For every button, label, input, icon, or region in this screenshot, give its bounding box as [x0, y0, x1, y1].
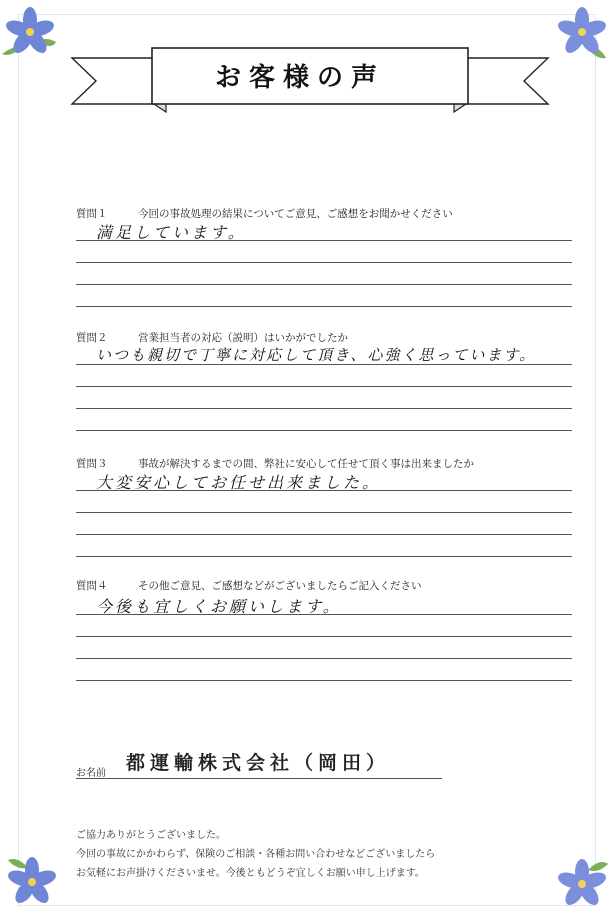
- answer-line: [76, 306, 572, 307]
- answer-3: 大変安心してお任せ出来ました。: [96, 473, 382, 492]
- question-number: 質問２: [76, 332, 108, 344]
- question-text: 営業担当者の対応（説明）はいかがでしたか: [138, 332, 348, 344]
- answer-line: [76, 534, 572, 535]
- flower-decoration-icon: [4, 850, 64, 910]
- name-label: お名前: [76, 768, 106, 779]
- question-text: 事故が解決するまでの間、弊社に安心して任せて頂く事は出来ましたか: [138, 458, 474, 470]
- answer-line: [76, 490, 572, 491]
- page-title: お客様の声: [214, 62, 385, 93]
- question-4: [76, 578, 422, 593]
- answer-line: [76, 284, 572, 285]
- question-text: 今回の事故処理の結果についてご意見、ご感想をお聞かせください: [138, 208, 453, 220]
- answer-1: 満足しています。: [96, 223, 247, 242]
- answer-line: [76, 658, 572, 659]
- closing-line-2: 今回の事故にかかわらず、保険のご相談・各種お問い合わせなどございましたら: [76, 849, 436, 860]
- question-number: 質問４: [76, 580, 108, 592]
- answer-line: [76, 512, 572, 513]
- name-value: 都運輸株式会社（岡田）: [126, 752, 391, 774]
- name-line: [76, 778, 442, 779]
- answer-line: [76, 408, 572, 409]
- answer-4: 今後も宜しくお願いします。: [96, 597, 342, 616]
- question-3: [76, 456, 474, 471]
- answer-line: [76, 364, 572, 365]
- answer-line: [76, 430, 572, 431]
- answer-line: [76, 614, 572, 615]
- answer-line: [76, 680, 572, 681]
- answer-line: [76, 386, 572, 387]
- question-number: 質問１: [76, 208, 108, 220]
- question-number: 質問３: [76, 458, 108, 470]
- closing-line-3: お気軽にお声掛けくださいませ。今後ともどうぞ宜しくお願い申し上げます。: [76, 868, 425, 879]
- closing-line-1: ご協力ありがとうございました。: [76, 830, 226, 841]
- question-1: [76, 206, 453, 221]
- flower-decoration-icon: [552, 852, 612, 912]
- flower-decoration-icon: [552, 4, 612, 64]
- answer-line: [76, 556, 572, 557]
- answer-line: [76, 636, 572, 637]
- answer-line: [76, 262, 572, 263]
- question-text: その他ご意見、ご感想などがございましたらご記入ください: [138, 580, 422, 592]
- answer-line: [76, 240, 572, 241]
- question-2: [76, 330, 348, 345]
- answer-2: いつも親切で丁寧に対応して頂き、心強く思っています。: [96, 346, 537, 364]
- flower-decoration-icon: [0, 2, 60, 62]
